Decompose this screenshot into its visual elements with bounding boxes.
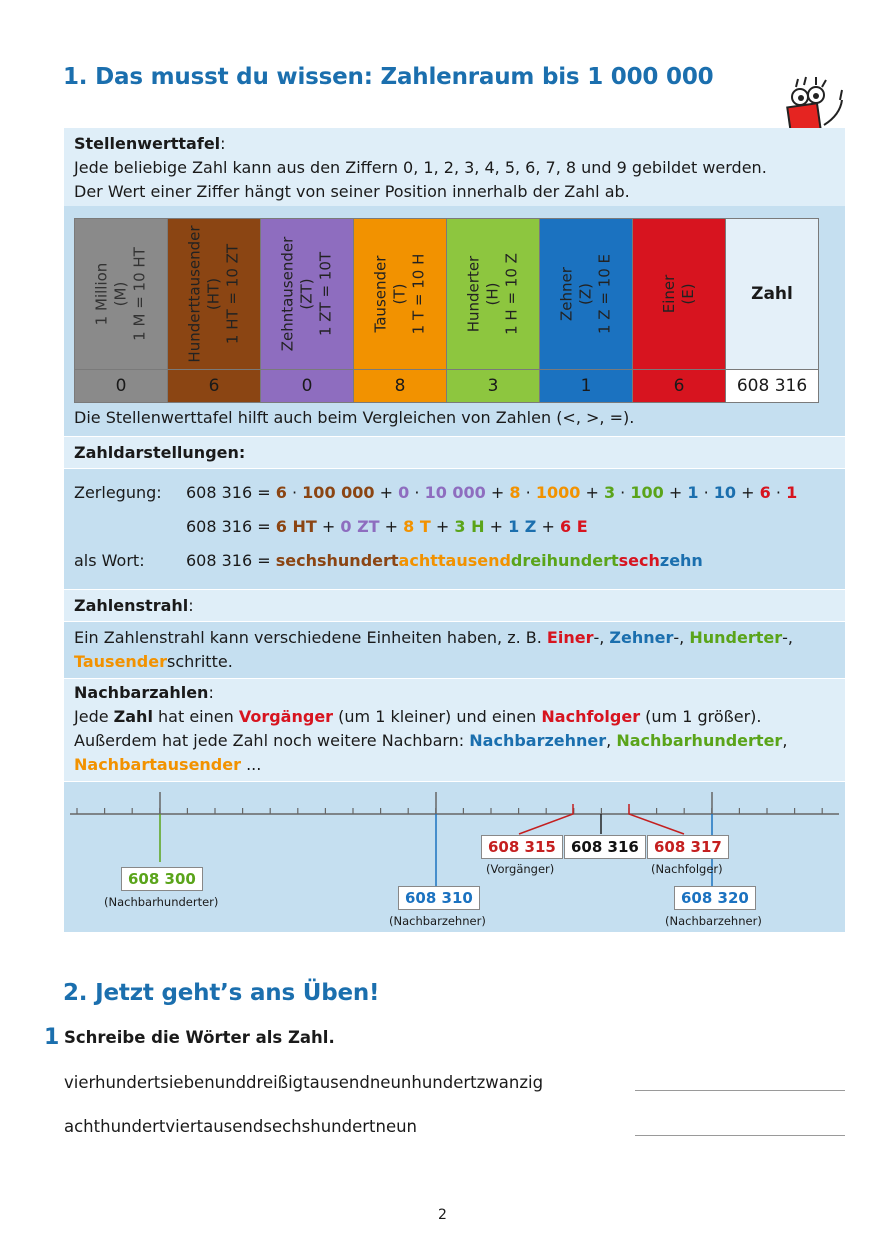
- stellenwerttafel-line2: Der Wert einer Ziffer hängt von seiner Position innerhalb der Zahl ab.: [74, 182, 630, 201]
- zerlegung-units: 608 316 = 6 HT + 0 ZT + 8 T + 3 H + 1 Z + 6 E: [186, 517, 588, 536]
- wort-label: als Wort:: [74, 551, 145, 570]
- zerlegung-label: Zerlegung:: [74, 483, 162, 502]
- column-header-zahl: Zahl: [726, 219, 819, 370]
- zahldarstellungen-header: Zahldarstellungen:: [64, 437, 845, 468]
- zahl-value: 608 316: [726, 370, 819, 403]
- digit-zehner: 1: [540, 370, 633, 403]
- caption-vorgaenger: (Vorgänger): [486, 862, 555, 876]
- label-608320: 608 320: [674, 886, 756, 910]
- digit-hunderter: 3: [447, 370, 540, 403]
- stellenwerttafel-intro: Stellenwerttafel: Jede beliebige Zahl kann aus den Ziffern 0, 1, 2, 3, 4, 5, 6, 7, 8 und 9 gebildet werden. Der Wert einer Ziffer hängt von seiner Position innerhalb der Zahl ab.: [64, 128, 845, 206]
- digit-zehntausender: 0: [261, 370, 354, 403]
- zerlegung-expansion: 608 316 = 6 · 100 000 + 0 · 10 000 + 8 · 1000 + 3 · 100 + 1 · 10 + 6 · 1: [186, 483, 798, 502]
- place-value-table: [74, 218, 819, 403]
- column-header-million: 1 Million (M) 1 M = 10 HT: [75, 219, 168, 370]
- column-header-zehner: Zehner (Z) 1 Z = 10 E: [540, 219, 633, 370]
- column-header-zehntausender: Zehntausender (ZT) 1 ZT = 10T: [261, 219, 354, 370]
- column-header-hunderter: Hunderter (H) 1 H = 10 Z: [447, 219, 540, 370]
- caption-nachbarhunderter: (Nachbarhunderter): [104, 895, 219, 909]
- digit-einer: 6: [633, 370, 726, 403]
- stellenwerttafel-title: Stellenwerttafel: [74, 134, 221, 153]
- column-header-einer: Einer (E): [633, 219, 726, 370]
- label-608316: 608 316: [564, 835, 646, 859]
- label-608300: 608 300: [121, 867, 203, 891]
- page-number: 2: [438, 1207, 447, 1223]
- task-item-2: achthundertviertausendsechshundertneun: [64, 1117, 418, 1136]
- section-heading-1: 1. Das musst du wissen: Zahlenraum bis 1 000 000: [63, 64, 714, 90]
- digit-tausender: 8: [354, 370, 447, 403]
- label-608315: 608 315: [481, 835, 563, 859]
- digit-million: 0: [75, 370, 168, 403]
- stellenwerttafel-line1: Jede beliebige Zahl kann aus den Ziffern 0, 1, 2, 3, 4, 5, 6, 7, 8 und 9 gebildet werden.: [74, 158, 767, 177]
- task-number: 1: [44, 1025, 60, 1050]
- caption-nachfolger: (Nachfolger): [651, 862, 723, 876]
- caption-nachbarzehner-2: (Nachbarzehner): [665, 914, 762, 928]
- digit-hunderttausender: 6: [168, 370, 261, 403]
- column-header-tausender: Tausender (T) 1 T = 10 H: [354, 219, 447, 370]
- zahlenstrahl-text: Ein Zahlenstrahl kann verschiedene Einheiten haben, z. B. Einer-, Zehner-, Hunderter-, Tausenderschritte.: [64, 622, 845, 678]
- nachbarzahlen-section: Nachbarzahlen: Jede Zahl hat einen Vorgänger (um 1 kleiner) und einen Nachfolger (um 1 größer). Außerdem hat jede Zahl noch weitere Nachbarn: Nachbarzehner, Nachbarhunderter, Nachbartausender ...: [64, 679, 845, 781]
- stellenwerttafel-footer: Die Stellenwerttafel hilft auch beim Vergleichen von Zahlen (<, >, =).: [74, 408, 635, 427]
- task-item-1: vierhundertsiebenunddreißigtausendneunhundertzwanzig: [64, 1073, 544, 1092]
- answer-line-1[interactable]: [635, 1090, 845, 1091]
- task-instruction: Schreibe die Wörter als Zahl.: [64, 1028, 335, 1047]
- label-608317: 608 317: [647, 835, 729, 859]
- zahlenstrahl-header: Zahlenstrahl:: [64, 590, 845, 621]
- answer-line-2[interactable]: [635, 1135, 845, 1136]
- label-608310: 608 310: [398, 886, 480, 910]
- caption-nachbarzehner-1: (Nachbarzehner): [389, 914, 486, 928]
- section-heading-2: 2. Jetzt geht’s ans Üben!: [63, 980, 380, 1006]
- column-header-hunderttausender: Hunderttausender (HT) 1 HT = 10 ZT: [168, 219, 261, 370]
- wort-expansion: 608 316 = sechshundertachttausenddreihundertsechzehn: [186, 551, 703, 570]
